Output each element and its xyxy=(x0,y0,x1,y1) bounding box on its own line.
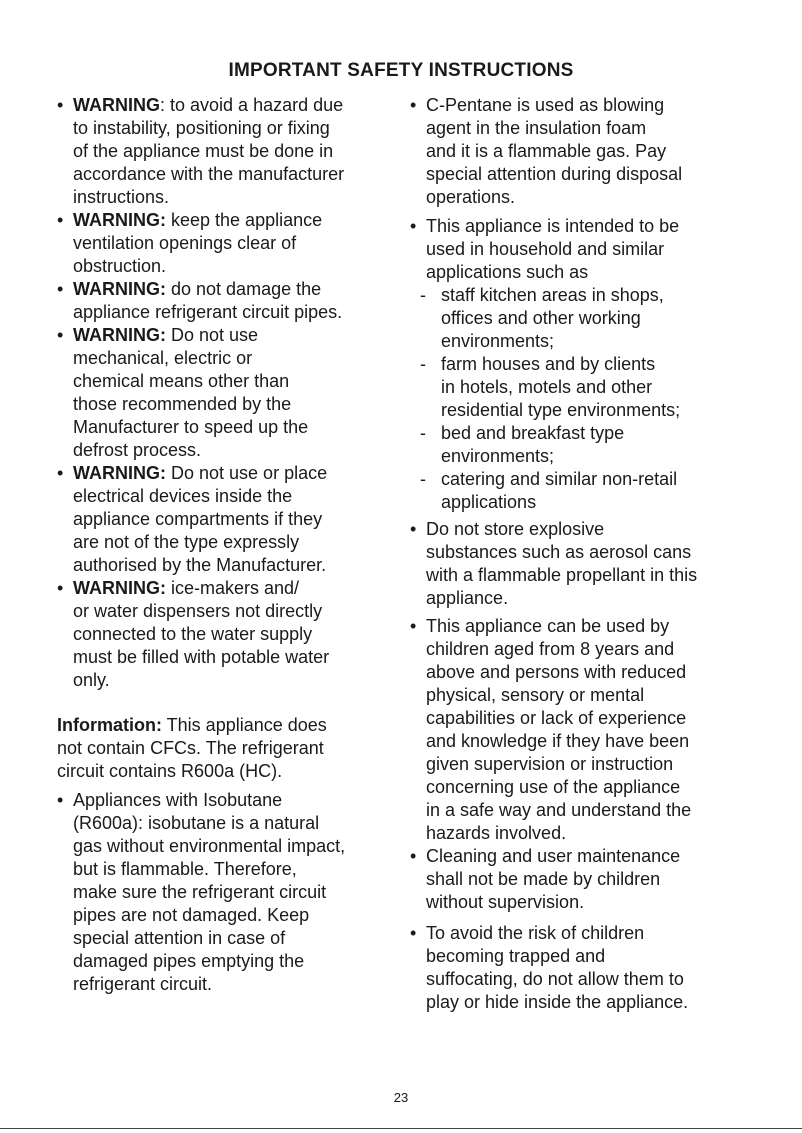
application-text: offices and other working xyxy=(441,308,641,328)
warning-text: obstruction. xyxy=(73,256,167,276)
page-title: IMPORTANT SAFETY INSTRUCTIONS xyxy=(228,60,574,81)
warning-item xyxy=(57,577,402,692)
information-text: not contain CFCs. The refrigerant xyxy=(57,738,324,758)
children-item xyxy=(410,615,755,845)
dash-icon: - xyxy=(420,354,426,374)
bottom-rule xyxy=(0,1128,802,1129)
warning-item xyxy=(57,209,402,278)
cleaning-text: without supervision. xyxy=(426,892,585,912)
warning-label: WARNING: xyxy=(73,279,166,299)
isobutane-item xyxy=(57,789,402,996)
bullet-icon: • xyxy=(410,519,417,539)
warning-item xyxy=(57,94,402,209)
bullet-icon: • xyxy=(57,325,64,345)
bullet-icon: • xyxy=(410,216,417,236)
bullet-icon: • xyxy=(57,279,64,299)
bullet-icon: • xyxy=(57,210,64,230)
trapped-text: becoming trapped and xyxy=(426,946,606,966)
isobutane-text: special attention in case of xyxy=(73,928,286,948)
children-text: This appliance can be used by xyxy=(426,616,670,636)
dash-icon: - xyxy=(420,285,426,305)
warning-text: connected to the water supply xyxy=(73,624,313,644)
warning-text: only. xyxy=(73,670,110,690)
dash-icon: - xyxy=(420,469,426,489)
information-text: This appliance does xyxy=(162,715,327,735)
warning-item xyxy=(57,462,402,577)
bullet-icon: • xyxy=(410,616,417,636)
application-text: environments; xyxy=(441,446,555,466)
children-text: in a safe way and understand the xyxy=(426,800,692,820)
household-item xyxy=(410,215,755,284)
warning-text: Do not use xyxy=(166,325,259,345)
bullet-icon: • xyxy=(57,95,64,115)
children-text: capabilities or lack of experience xyxy=(426,708,687,728)
warning-text: must be filled with potable water xyxy=(73,647,330,667)
left-column xyxy=(57,94,402,996)
bullet-icon: • xyxy=(57,578,64,598)
application-text: environments; xyxy=(441,331,555,351)
warning-text: to avoid a hazard due xyxy=(165,95,344,115)
warning-text: those recommended by the xyxy=(73,394,292,414)
application-text: residential type environments; xyxy=(441,400,681,420)
cleaning-text: shall not be made by children xyxy=(426,869,661,889)
warning-text: are not of the type expressly xyxy=(73,532,300,552)
isobutane-text: but is flammable. Therefore, xyxy=(73,859,297,879)
warning-label: WARNING: xyxy=(73,325,166,345)
warning-text: to instability, positioning or fixing xyxy=(73,118,330,138)
household-text: used in household and similar xyxy=(426,239,665,259)
isobutane-text: pipes are not damaged. Keep xyxy=(73,905,310,925)
isobutane-text: damaged pipes emptying the xyxy=(73,951,305,971)
household-text: applications such as xyxy=(426,262,589,282)
isobutane-text: refrigerant circuit. xyxy=(73,974,213,994)
warning-text: defrost process. xyxy=(73,440,202,460)
children-text: above and persons with reduced xyxy=(426,662,687,682)
warning-text: ice-makers and/ xyxy=(166,578,300,598)
explosive-text: appliance. xyxy=(426,588,509,608)
warning-text: Do not use or place xyxy=(166,463,328,483)
information-text: circuit contains R600a (HC). xyxy=(57,761,283,781)
application-text: catering and similar non-retail xyxy=(441,469,678,489)
warning-text: mechanical, electric or xyxy=(73,348,253,368)
isobutane-text: make sure the refrigerant circuit xyxy=(73,882,327,902)
right-column xyxy=(410,94,755,1014)
cleaning-text: Cleaning and user maintenance xyxy=(426,846,681,866)
household-text: This appliance is intended to be xyxy=(426,216,680,236)
trapped-text: suffocating, do not allow them to xyxy=(426,969,684,989)
application-text: staff kitchen areas in shops, xyxy=(441,285,664,305)
bullet-icon: • xyxy=(57,463,64,483)
warning-text: keep the appliance xyxy=(166,210,323,230)
pentane-text: C-Pentane is used as blowing xyxy=(426,95,665,115)
warning-label: WARNING xyxy=(73,95,160,115)
bullet-icon: • xyxy=(410,95,417,115)
warning-label: WARNING: xyxy=(73,210,166,230)
children-text: given supervision or instruction xyxy=(426,754,674,774)
isobutane-text: gas without environmental impact, xyxy=(73,836,346,856)
isobutane-text: (R600a): isobutane is a natural xyxy=(73,813,320,833)
bullet-icon: • xyxy=(410,923,417,943)
warning-text: ventilation openings clear of xyxy=(73,233,297,253)
warning-text: Manufacturer to speed up the xyxy=(73,417,309,437)
warning-text: chemical means other than xyxy=(73,371,290,391)
explosive-text: substances such as aerosol cans xyxy=(426,542,692,562)
pentane-text: and it is a flammable gas. Pay xyxy=(426,141,667,161)
warning-text: electrical devices inside the xyxy=(73,486,293,506)
trapped-item xyxy=(410,922,755,1014)
trapped-text: play or hide inside the appliance. xyxy=(426,992,689,1012)
dash-icon: - xyxy=(420,423,426,443)
warning-item xyxy=(57,324,402,462)
pentane-text: operations. xyxy=(426,187,516,207)
explosive-text: with a flammable propellant in this xyxy=(426,565,698,585)
explosive-item xyxy=(410,518,755,610)
bullet-icon: • xyxy=(57,790,64,810)
warning-text: appliance compartments if they xyxy=(73,509,323,529)
warning-text: authorised by the Manufacturer. xyxy=(73,555,327,575)
isobutane-text: Appliances with Isobutane xyxy=(73,790,283,810)
pentane-text: agent in the insulation foam xyxy=(426,118,647,138)
children-text: children aged from 8 years and xyxy=(426,639,675,659)
application-text: farm houses and by clients xyxy=(441,354,656,374)
information-label: Information: xyxy=(57,715,162,735)
warning-text: of the appliance must be done in xyxy=(73,141,334,161)
warning-item xyxy=(57,278,402,324)
warning-text: instructions. xyxy=(73,187,170,207)
application-text: bed and breakfast type xyxy=(441,423,625,443)
information-paragraph xyxy=(57,714,402,783)
warning-text: appliance refrigerant circuit pipes. xyxy=(73,302,343,322)
children-text: and knowledge if they have been xyxy=(426,731,690,751)
children-text: hazards involved. xyxy=(426,823,567,843)
application-item xyxy=(410,284,755,353)
application-item xyxy=(410,468,755,514)
application-item xyxy=(410,422,755,468)
application-text: in hotels, motels and other xyxy=(441,377,653,397)
bullet-icon: • xyxy=(410,846,417,866)
pentane-text: special attention during disposal xyxy=(426,164,683,184)
pentane-item xyxy=(410,94,755,209)
warning-text: do not damage the xyxy=(166,279,322,299)
warning-text: or water dispensers not directly xyxy=(73,601,323,621)
warning-label: WARNING: xyxy=(73,463,166,483)
children-text: physical, sensory or mental xyxy=(426,685,645,705)
page-number: 23 xyxy=(393,1090,409,1105)
warning-text: accordance with the manufacturer xyxy=(73,164,345,184)
explosive-text: Do not store explosive xyxy=(426,519,605,539)
application-text: applications xyxy=(441,492,537,512)
cleaning-item xyxy=(410,845,755,914)
warning-label-colon: : xyxy=(160,95,166,115)
warning-label: WARNING: xyxy=(73,578,166,598)
trapped-text: To avoid the risk of children xyxy=(426,923,645,943)
children-text: concerning use of the appliance xyxy=(426,777,681,797)
application-item xyxy=(410,353,755,422)
